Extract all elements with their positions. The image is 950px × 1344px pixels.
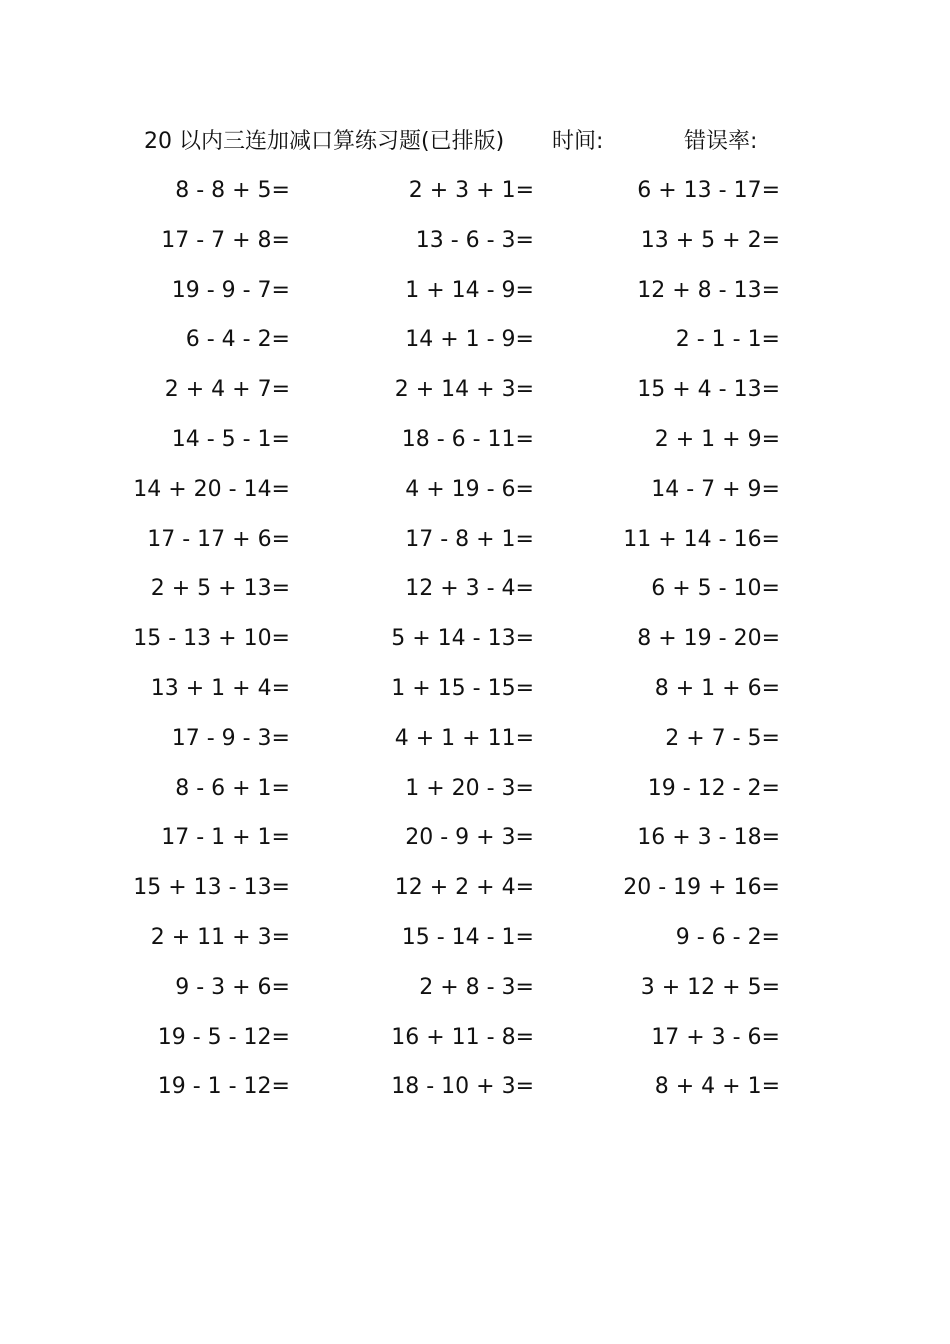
problem-cell: 2 + 5 + 13= — [150, 576, 290, 602]
problem-cell: 16 + 11 - 8= — [391, 1024, 534, 1050]
problem-cell: 2 + 4 + 7= — [164, 377, 290, 403]
problem-row — [0, 1018, 950, 1058]
problem-cell: 13 + 5 + 2= — [640, 227, 780, 253]
time-label: 时间: — [552, 129, 604, 154]
problem-cell: 14 + 1 - 9= — [405, 327, 534, 353]
problem-cell: 4 + 19 - 6= — [405, 476, 534, 502]
problem-cell: 15 - 14 - 1= — [401, 925, 534, 950]
worksheet-title: 20 以内三连加减口算练习题(已排版) — [144, 129, 505, 154]
problem-cell: 2 + 8 - 3= — [419, 974, 534, 1000]
problem-cell: 2 + 14 + 3= — [394, 377, 534, 403]
problem-cell: 17 - 1 + 1= — [161, 825, 290, 851]
problem-cell: 2 - 1 - 1= — [675, 327, 780, 353]
problem-cell: 17 - 8 + 1= — [405, 526, 534, 552]
problem-cell: 9 - 3 + 6= — [175, 974, 290, 1000]
problem-cell: 14 - 7 + 9= — [651, 476, 780, 502]
problem-cell: 19 - 5 - 12= — [157, 1024, 290, 1050]
problem-row — [0, 420, 950, 460]
problem-cell: 8 + 1 + 6= — [654, 676, 780, 701]
problem-cell: 13 + 1 + 4= — [150, 676, 290, 701]
problem-row — [0, 370, 950, 410]
problem-cell: 2 + 1 + 9= — [654, 427, 780, 452]
problem-row — [0, 769, 950, 809]
problem-row — [0, 719, 950, 759]
problem-cell: 17 - 9 - 3= — [171, 725, 290, 751]
problem-cell: 12 + 2 + 4= — [394, 875, 534, 901]
problem-cell: 16 + 3 - 18= — [637, 825, 780, 851]
problem-row — [0, 868, 950, 908]
problem-cell: 19 - 12 - 2= — [647, 775, 780, 801]
problem-row — [0, 320, 950, 360]
problem-row — [0, 918, 950, 958]
problem-row — [0, 221, 950, 261]
problem-cell: 1 + 20 - 3= — [405, 775, 534, 801]
problem-cell: 2 + 3 + 1= — [408, 178, 534, 203]
problem-cell: 19 - 1 - 12= — [157, 1074, 290, 1100]
problem-cell: 12 + 3 - 4= — [405, 576, 534, 602]
problem-cell: 15 - 13 + 10= — [133, 626, 290, 652]
problem-cell: 1 + 14 - 9= — [405, 277, 534, 303]
error-rate-label: 错误率: — [684, 129, 758, 154]
problem-cell: 18 - 6 - 11= — [401, 427, 534, 452]
problem-cell: 12 + 8 - 13= — [637, 277, 780, 303]
problem-row — [0, 470, 950, 510]
problem-cell: 9 - 6 - 2= — [675, 925, 780, 950]
problem-cell: 17 + 3 - 6= — [651, 1024, 780, 1050]
problem-cell: 18 - 10 + 3= — [391, 1074, 534, 1100]
problem-cell: 6 + 13 - 17= — [637, 178, 780, 203]
problem-row — [0, 171, 950, 211]
problem-cell: 8 + 4 + 1= — [654, 1074, 780, 1100]
problem-cell: 14 + 20 - 14= — [133, 476, 290, 502]
problem-row — [0, 271, 950, 311]
problem-cell: 1 + 15 - 15= — [391, 676, 534, 701]
problem-row — [0, 669, 950, 709]
problem-cell: 5 + 14 - 13= — [391, 626, 534, 652]
worksheet-header — [0, 122, 950, 162]
problem-cell: 11 + 14 - 16= — [623, 526, 780, 552]
problem-row — [0, 619, 950, 659]
problem-cell: 3 + 12 + 5= — [640, 974, 780, 1000]
problem-cell: 17 - 17 + 6= — [147, 526, 290, 552]
problem-row — [0, 968, 950, 1008]
problem-cell: 13 - 6 - 3= — [415, 227, 534, 253]
problem-cell: 8 - 8 + 5= — [175, 178, 290, 203]
problem-cell: 6 + 5 - 10= — [651, 576, 780, 602]
problem-row — [0, 569, 950, 609]
problem-cell: 6 - 4 - 2= — [185, 327, 290, 353]
problem-cell: 19 - 9 - 7= — [171, 277, 290, 303]
problem-cell: 15 + 13 - 13= — [133, 875, 290, 901]
problem-row — [0, 520, 950, 560]
problem-cell: 14 - 5 - 1= — [171, 427, 290, 452]
problem-cell: 17 - 7 + 8= — [161, 227, 290, 253]
problem-cell: 8 - 6 + 1= — [175, 775, 290, 801]
problem-cell: 20 - 9 + 3= — [405, 825, 534, 851]
problem-cell: 8 + 19 - 20= — [637, 626, 780, 652]
problem-cell: 15 + 4 - 13= — [637, 377, 780, 403]
problem-row — [0, 1067, 950, 1107]
problem-row — [0, 818, 950, 858]
problem-cell: 2 + 11 + 3= — [150, 925, 290, 950]
problem-cell: 4 + 1 + 11= — [394, 725, 534, 751]
problem-cell: 2 + 7 - 5= — [665, 725, 780, 751]
problem-cell: 20 - 19 + 16= — [623, 875, 780, 901]
